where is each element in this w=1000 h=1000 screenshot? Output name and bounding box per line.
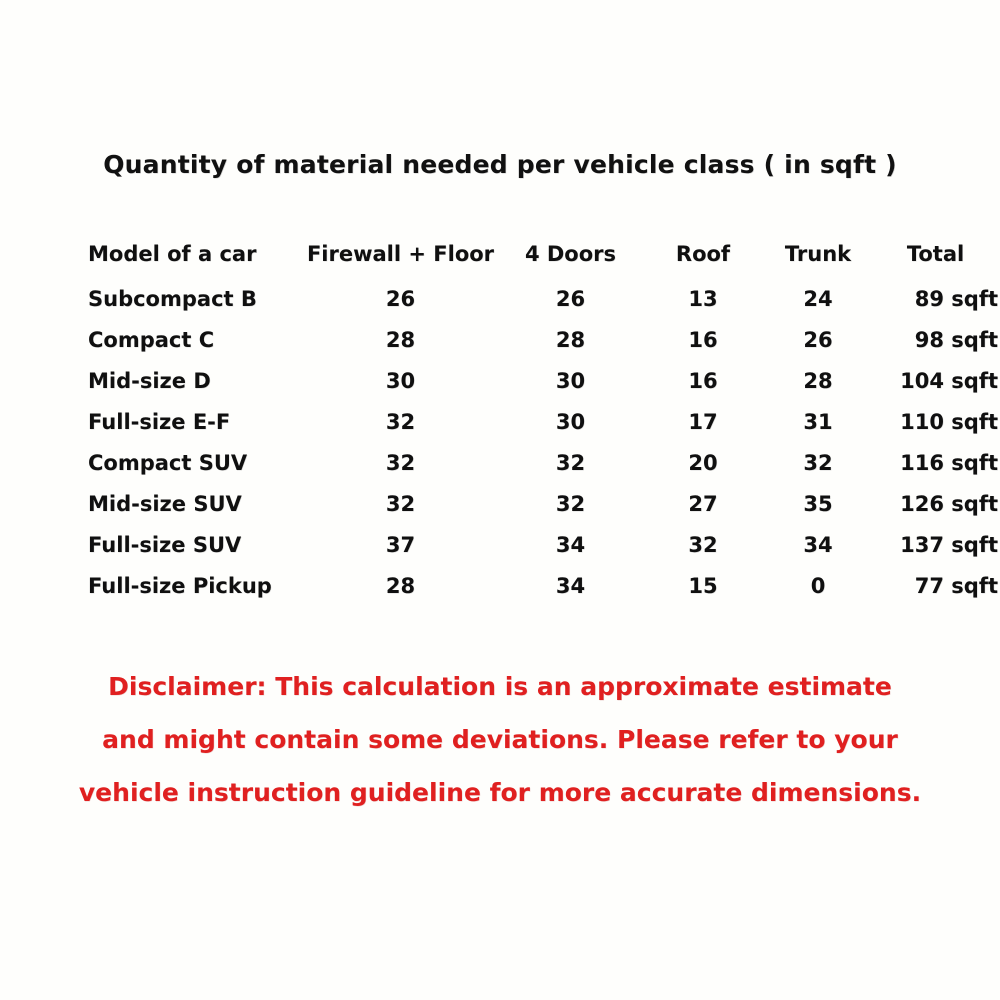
table-body [88, 278, 998, 606]
cell-doors: 30 [555, 368, 586, 393]
cell-trunk: 31 [803, 409, 833, 434]
cell-trunk: 32 [803, 450, 833, 475]
column-header-trunk: Trunk [784, 242, 852, 266]
cell-total: 89 sqft [914, 286, 998, 311]
cell-firewall-floor: 37 [385, 532, 416, 557]
cell-roof: 20 [688, 450, 718, 475]
cell-trunk: 24 [803, 286, 833, 311]
cell-doors: 32 [555, 491, 586, 516]
table-header-row [88, 230, 998, 278]
column-header-doors: 4 Doors [524, 242, 617, 266]
table-row [88, 442, 998, 483]
cell-doors: 30 [555, 409, 586, 434]
table-row [88, 319, 998, 360]
disclaimer-line-3: vehicle instruction guideline for more accurate dimensions. [78, 778, 922, 807]
cell-roof: 17 [688, 409, 718, 434]
cell-trunk: 34 [803, 532, 833, 557]
cell-doors: 32 [555, 450, 586, 475]
cell-total: 77 sqft [914, 573, 998, 598]
cell-doors: 26 [555, 286, 586, 311]
cell-total: 116 sqft [900, 450, 998, 475]
cell-model: Full-size Pickup [88, 573, 272, 598]
cell-trunk: 35 [803, 491, 833, 516]
table-row [88, 401, 998, 442]
table-row [88, 278, 998, 319]
disclaimer-line-2: and might contain some deviations. Please refer to your [102, 725, 898, 754]
vehicle-material-table [88, 230, 998, 606]
cell-model: Compact SUV [88, 450, 248, 475]
disclaimer-text [0, 660, 1000, 819]
disclaimer-line-1: Disclaimer: This calculation is an approximate estimate [108, 672, 892, 701]
table-row [88, 360, 998, 401]
cell-model: Compact C [88, 327, 215, 352]
column-header-total: Total [906, 242, 965, 266]
column-header-roof: Roof [675, 242, 731, 266]
column-header-firewall-floor: Firewall + Floor [306, 242, 495, 266]
cell-doors: 34 [555, 532, 586, 557]
cell-firewall-floor: 26 [385, 286, 416, 311]
cell-firewall-floor: 32 [385, 450, 416, 475]
cell-model: Mid-size SUV [88, 491, 242, 516]
cell-total: 98 sqft [914, 327, 998, 352]
cell-model: Full-size E-F [88, 409, 231, 434]
cell-roof: 32 [688, 532, 718, 557]
cell-firewall-floor: 30 [385, 368, 416, 393]
cell-firewall-floor: 32 [385, 409, 416, 434]
cell-total: 126 sqft [900, 491, 998, 516]
cell-doors: 28 [555, 327, 586, 352]
cell-roof: 13 [688, 286, 718, 311]
cell-total: 104 sqft [900, 368, 998, 393]
table-header [88, 230, 998, 278]
table-row [88, 565, 998, 606]
cell-model: Full-size SUV [88, 532, 242, 557]
chart-title: Quantity of material needed per vehicle class ( in sqft ) [103, 150, 897, 179]
cell-model: Subcompact B [88, 286, 257, 311]
cell-total: 137 sqft [900, 532, 998, 557]
cell-model: Mid-size D [88, 368, 211, 393]
cell-trunk: 0 [810, 573, 826, 598]
cell-roof: 16 [688, 368, 718, 393]
cell-trunk: 26 [803, 327, 833, 352]
cell-trunk: 28 [803, 368, 833, 393]
cell-roof: 16 [688, 327, 718, 352]
cell-roof: 15 [688, 573, 718, 598]
cell-firewall-floor: 28 [385, 327, 416, 352]
column-header-model: Model of a car [88, 242, 257, 266]
table-row [88, 524, 998, 565]
cell-roof: 27 [688, 491, 718, 516]
table-row [88, 483, 998, 524]
cell-total: 110 sqft [900, 409, 998, 434]
cell-doors: 34 [555, 573, 586, 598]
cell-firewall-floor: 28 [385, 573, 416, 598]
cell-firewall-floor: 32 [385, 491, 416, 516]
